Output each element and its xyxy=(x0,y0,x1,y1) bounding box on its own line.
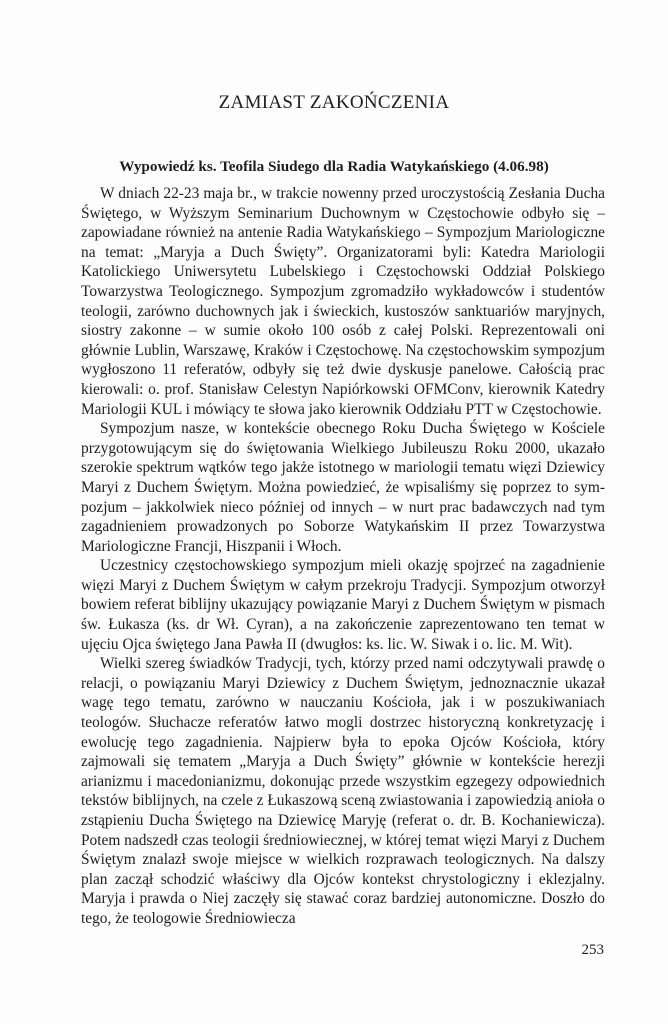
body-text xyxy=(81,184,605,929)
page-subtitle: Wypowiedź ks. Teofila Siudego dla Radia Watykańskiego (4.06.98) xyxy=(119,158,549,175)
paragraph: Uczestnicy częstochowskiego sympozjum mieli okazję spojrzeć na zagadnienie więzi Maryi z Duchem Świętym w całym przekroju Tradycji. Sympozjum otworzył bowiem referat biblijny ukazujący powiązanie Maryi z Duchem Świętym w pismach św. Łukasza (ks. dr Wł. Cyran), a na zakończenie zaprezentowano ten temat w ujęciu Ojca świętego Jana Pawła II (dwugłos: ks. lic. W. Siwak i o. lic. M. Wit). xyxy=(81,557,605,653)
paragraph: Wielki szereg świadków Tradycji, tych, którzy przed nami odczytywali prawdę o relacji, o powiązaniu Maryi Dziewicy z Duchem Świętym, jednoznacznie ukazał wagę tego tematu, zarówno w nauczaniu Kościoła, jak i w poszukiwaniach teologów. Słuchacze referatów łatwo mogli dostrzec historyczną konkretyzację i ewolucję tego zagadnienia. Najpierw była to epoka Ojców Kościoła, który zajmowali się tematem „Maryja a Duch Święty” głównie w kontekście herezji arianizmu i macedonianizmu, dokonując przede wszystkim egzegezy odpowiednich tekstów biblijnych, na czele z Łukaszową sceną zwiastowania i zapowiedzią anioła o zstąpieniu Ducha Świętego na Dziewicę Maryję (referat o. dr. B. Kochaniewicza). Potem nadszedł czas teologii średniowiecznej, w której temat więzi Maryi z Duchem Świętym znalazł swoje miejsce w wielkich rozprawach teologicznych. Na dalszy plan zaczął schodzić właściwy dla Ojców kontekst chrystologiczny i eklezjalny. Maryja i prawda o Niej zaczęły się stawać coraz bardziej autonomiczne. Doszło do tego, że teologowie Średniowiecza xyxy=(81,655,605,927)
paragraph: Sympozjum nasze, w kontekście obecnego Roku Ducha Świętego w Kościele przygotowującym się do świętowania Wielkiego Jubileuszu Roku 2000, ukazało szerokie spektrum wątków tego jakże istotnego w mariologii tematu więzi Dziewicy Maryi z Duchem Świętym. Można powiedzieć, że wpisaliśmy się poprzez to sympozjum – jakkolwiek nieco później od innych – w nurt prac badawczych nad tym zagadnieniem prowadzonych po Soborze Watykańskim II przez Towarzystwa Mariologiczne Francji, Hiszpanii i Włoch. xyxy=(81,420,605,555)
page-number: 253 xyxy=(581,942,604,958)
page-title: ZAMIAST ZAKOŃCZENIA xyxy=(218,92,450,113)
paragraph: W dniach 22-23 maja br., w trakcie nowenny przed uroczystością Zesłania Ducha Świętego, w Wyższym Seminarium Duchownym w Częstochowie odbyło się – zapowiadane również na antenie Radia Watykańskiego – Sympozjum Mariologiczne na temat: „Maryja a Duch Święty”. Organizatorami byli: Katedra Mariologii Katolickiego Uniwersytetu Lubelskiego i Częstochowski Oddział Polskiego Towarzystwa Teologicznego. Sympozjum zgromadziło wykładowców i studentów teologii, zarówno duchownych jak i świeckich, kustoszów sanktuariów maryjnych, siostry zakonne – w sumie około 100 osób z całej Polski. Reprezentowali oni głównie Lublin, Warszawę, Kraków i Częstochowę. Na częstochowskim sympozjum wygłoszono 11 referatów, odbyły się też dwie dyskusje panelowe. Całością prac kierowali: o. prof. Stanisław Celestyn Napiórkowski OFMConv, kierownik Katedry Mariologii KUL i mówiący te słowa jako kierownik Oddziału PTT w Częstochowie. xyxy=(81,185,605,418)
